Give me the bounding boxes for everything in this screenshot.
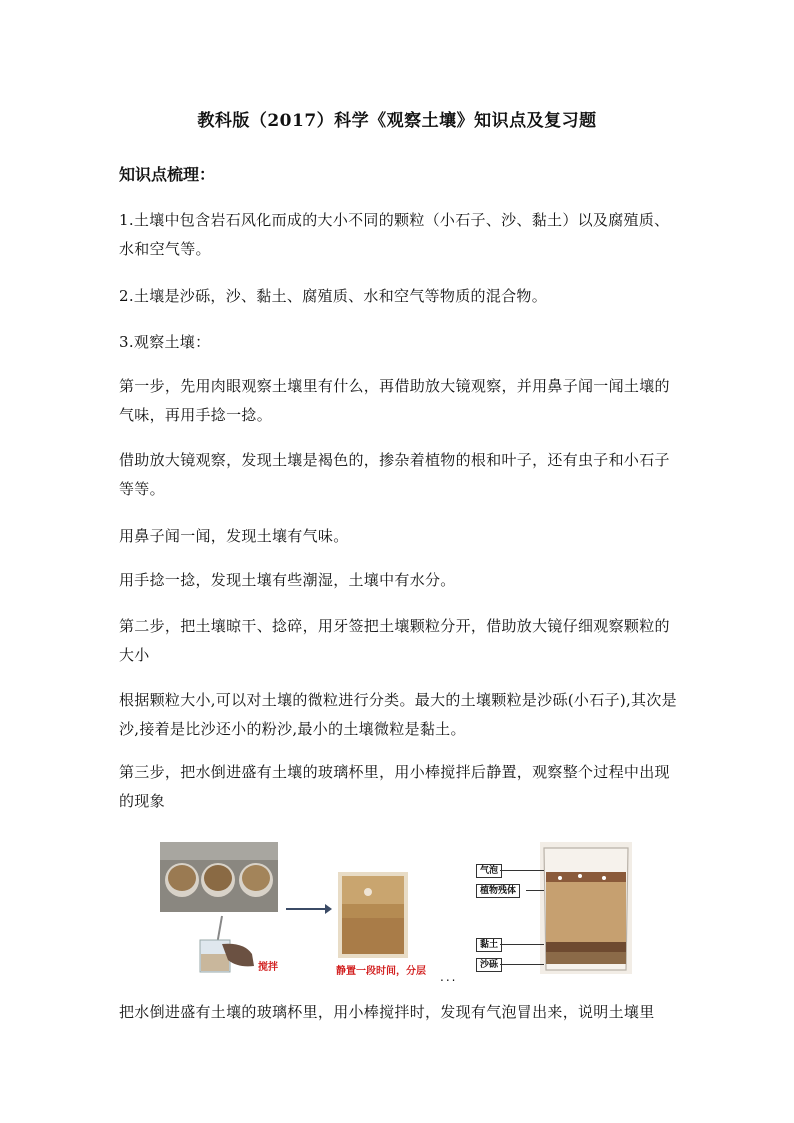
- leader-line: [500, 870, 544, 871]
- stirring-photo: [192, 914, 256, 976]
- paragraph: 借助放大镜观察，发现土壤是褐色的，掺杂着植物的根和叶子，还有虫子和小石子等等。: [119, 451, 670, 498]
- paragraph: 把水倒进盛有土壤的玻璃杯里，用小棒搅拌时，发现有气泡冒出来，说明土壤里: [119, 1003, 655, 1021]
- clay-label: 黏土: [476, 938, 502, 952]
- arrow-icon: [286, 908, 326, 910]
- section-heading: 知识点梳理：: [119, 165, 216, 184]
- paragraph: 用手捻一捻，发现土壤有些潮湿，土壤中有水分。: [119, 571, 456, 589]
- bubble-label: 气泡: [476, 864, 502, 878]
- paragraph: 第二步，把土壤晾干、捻碎，用牙签把土壤颗粒分开，借助放大镜仔细观察颗粒的大小: [119, 617, 670, 664]
- labeled-beaker-photo: [540, 842, 632, 974]
- paragraph: 2.土壤是沙砾，沙、黏土、腐殖质、水和空气等物质的混合物。: [119, 287, 548, 305]
- soil-experiment-figure: [160, 842, 632, 982]
- settled-beaker-photo: [338, 872, 408, 958]
- page-title: 教科版（2017）科学《观察土壤》知识点及复习题: [197, 111, 597, 131]
- leader-line: [526, 890, 544, 891]
- leader-line: [500, 944, 544, 945]
- soil-samples-photo: [160, 842, 278, 912]
- ellipsis-text: ...: [440, 970, 458, 984]
- paragraph: 根据颗粒大小,可以对土壤的微粒进行分类。最大的土壤颗粒是沙砾(小石子),其次是沙,接着是比沙还小的粉沙,最小的土壤微粒是黏土。: [119, 691, 677, 738]
- gravel-label: 沙砾: [476, 958, 502, 972]
- paragraph: 1.土壤中包含岩石风化而成的大小不同的颗粒（小石子、沙、黏土）以及腐殖质、水和空气等。: [119, 211, 670, 258]
- paragraph: 第一步，先用肉眼观察土壤里有什么，再借助放大镜观察，并用鼻子闻一闻土壤的气味，再用手捻一捻。: [119, 377, 670, 424]
- stir-label: 搅拌: [258, 962, 278, 973]
- settle-label: 静置一段时间，分层: [336, 966, 426, 977]
- paragraph: 第三步，把水倒进盛有土壤的玻璃杯里，用小棒搅拌后静置，观察整个过程中出现的现象: [119, 763, 670, 810]
- leader-line: [500, 964, 544, 965]
- paragraph: 3.观察土壤：: [119, 333, 211, 351]
- paragraph: 用鼻子闻一闻，发现土壤有气味。: [119, 527, 349, 545]
- plant-residue-label: 植物残体: [476, 884, 520, 898]
